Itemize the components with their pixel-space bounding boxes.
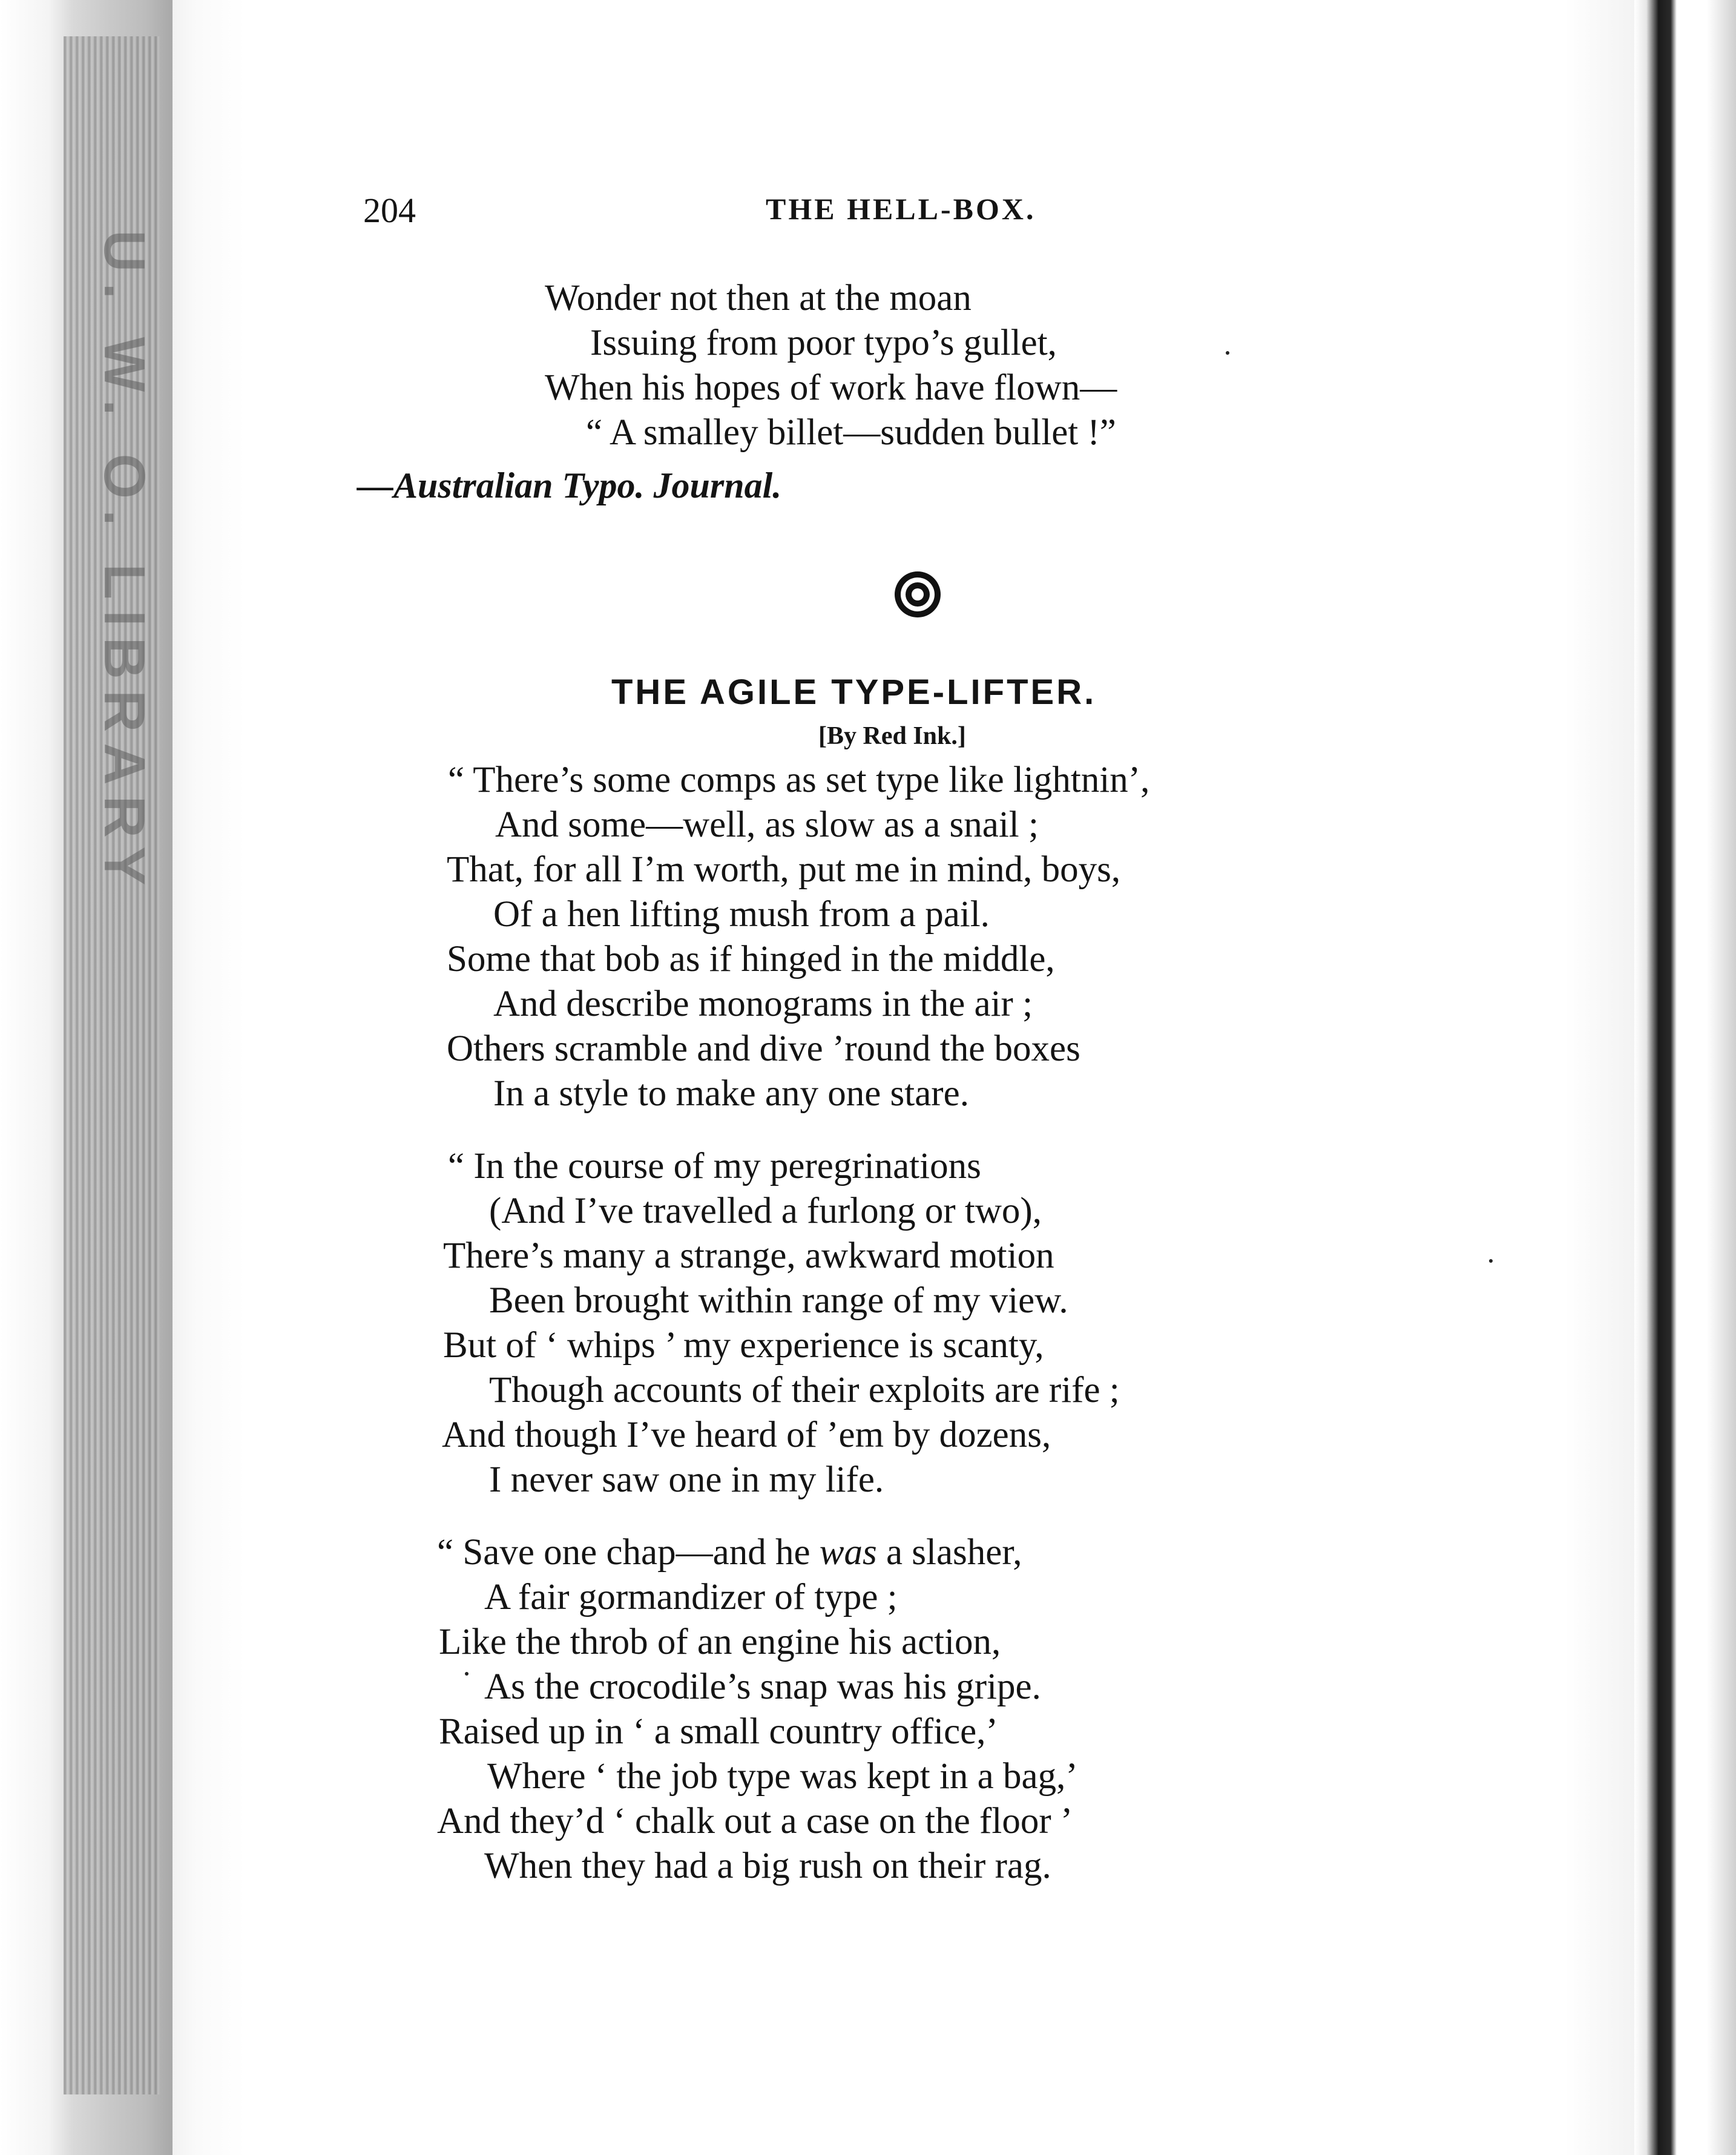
running-head: THE HELL-BOX. bbox=[766, 192, 1036, 226]
poem-byline: [By Red Ink.] bbox=[818, 722, 966, 750]
stanza-line: That, for all I’m worth, put me in mind, boys, bbox=[447, 849, 1121, 890]
fragment-line: Issuing from poor typo’s gullet, bbox=[590, 323, 1057, 363]
stanza-line: I never saw one in my life. bbox=[489, 1459, 884, 1500]
page-right-edge bbox=[1634, 0, 1736, 2155]
stanza-line: When they had a big rush on their rag. bbox=[484, 1846, 1051, 1886]
emphasis-was: was bbox=[819, 1532, 877, 1573]
stanza-line: Been brought within range of my view. bbox=[489, 1280, 1068, 1321]
stanza-line: But of ‘ whips ’ my experience is scanty, bbox=[443, 1325, 1044, 1366]
stanza-line: In a style to make any one stare. bbox=[493, 1073, 969, 1114]
stanza-line: Some that bob as if hinged in the middle, bbox=[447, 939, 1055, 979]
stanza-line: Of a hen lifting mush from a pail. bbox=[493, 894, 990, 935]
stanza-line: Though accounts of their exploits are rife ; bbox=[489, 1370, 1120, 1410]
stanza-line: “ In the course of my peregrinations bbox=[448, 1146, 981, 1186]
stanza-line: Raised up in ‘ a small country office,’ bbox=[439, 1711, 998, 1752]
stanza-line: “ There’s some comps as set type like lightnin’, bbox=[448, 760, 1150, 800]
library-stamp: U. W. O. LIBRARY bbox=[92, 230, 157, 897]
stanza-line-part: “ Save one chap—and he bbox=[437, 1532, 820, 1573]
fragment-line: When his hopes of work have flown— bbox=[545, 367, 1117, 408]
book-spine bbox=[0, 0, 173, 2155]
stanza-line: There’s many a strange, awkward motion bbox=[443, 1235, 1054, 1276]
stanza-line: And some—well, as slow as a snail ; bbox=[495, 804, 1039, 845]
poem-title: THE AGILE TYPE-LIFTER. bbox=[611, 673, 1097, 712]
attribution: —Australian Typo. Journal. bbox=[357, 466, 782, 505]
fragment-line: “ A smalley billet—sudden bullet !” bbox=[586, 412, 1116, 453]
fragment-line: Wonder not then at the moan bbox=[545, 278, 972, 318]
scan-speck bbox=[465, 1672, 469, 1676]
concentric-circle-ornament-icon bbox=[892, 569, 943, 620]
stanza-line: As the crocodile’s snap was his gripe. bbox=[484, 1666, 1041, 1707]
stanza-line bbox=[437, 1532, 1022, 1574]
stanza-line: And they’d ‘ chalk out a case on the floor ’ bbox=[437, 1801, 1073, 1841]
stanza-line-part: a slasher, bbox=[876, 1532, 1022, 1573]
scan-speck bbox=[1489, 1259, 1493, 1263]
stanza-line: And describe monograms in the air ; bbox=[493, 984, 1033, 1024]
stanza-line: Like the throb of an engine his action, bbox=[439, 1622, 1001, 1662]
stanza-line: A fair gormandizer of type ; bbox=[484, 1577, 898, 1617]
scan-speck bbox=[1226, 351, 1229, 355]
stanza-line: (And I’ve travelled a furlong or two), bbox=[489, 1191, 1042, 1231]
stanza-line: Others scramble and dive ’round the boxes bbox=[447, 1028, 1080, 1069]
page-number: 204 bbox=[363, 191, 416, 230]
stanza-line: Where ‘ the job type was kept in a bag,’ bbox=[487, 1756, 1078, 1797]
stanza-line: And though I’ve heard of ’em by dozens, bbox=[442, 1415, 1051, 1455]
